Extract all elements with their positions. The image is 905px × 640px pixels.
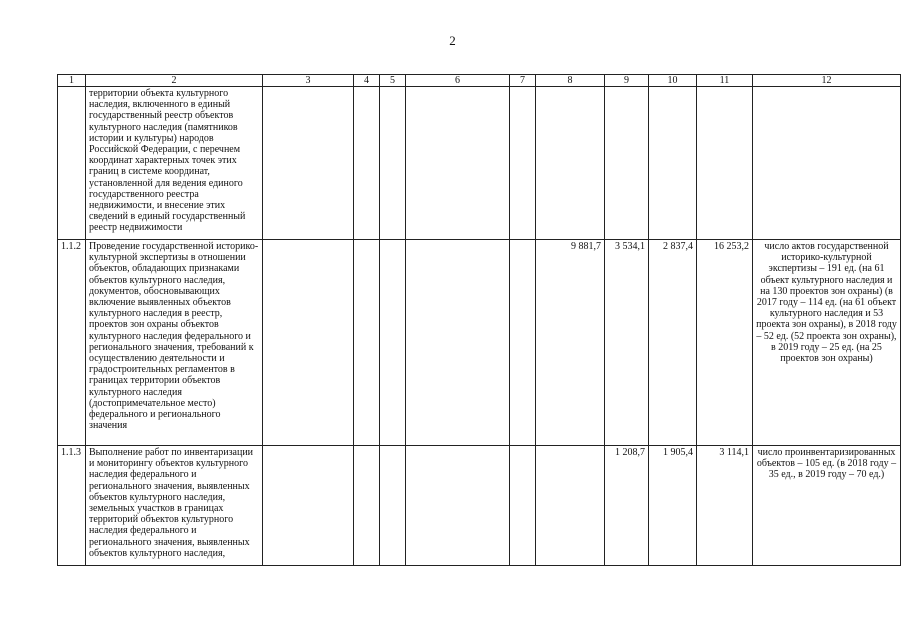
column-header: 10 (649, 75, 697, 87)
page-number: 2 (449, 33, 456, 48)
table-row (58, 240, 901, 446)
data-table (57, 74, 901, 566)
cell-col5 (380, 87, 406, 240)
cell-col7 (510, 240, 536, 446)
result-note: число проинвентаризированных объектов – 105 ед. (в 2018 году – 35 ед., в 2019 году – 70 ед.) (753, 446, 901, 566)
row-number: 1.1.3 (58, 446, 86, 566)
row-number: 1.1.2 (58, 240, 86, 446)
column-header: 7 (510, 75, 536, 87)
value-col11: 3 114,1 (697, 446, 753, 566)
column-header: 12 (753, 75, 901, 87)
column-header: 3 (263, 75, 354, 87)
column-header: 5 (380, 75, 406, 87)
cell-col4 (354, 87, 380, 240)
event-name: территории объекта культурного наследия, включенного в единый государственный реестр объектов культурного наследия (памятников истории и культуры) народов Российской Федерации, с перечнем координат характерных точек этих границ в системе координат, установленной для ведения единого государственного реестра недвижимости, и внесение этих сведений в единый государственный реестр недвижимости (86, 87, 263, 240)
table-row (58, 87, 901, 240)
column-header: 9 (605, 75, 649, 87)
value-col10 (649, 87, 697, 240)
column-header: 1 (58, 75, 86, 87)
result-note: число актов государственной историко-культурной экспертизы – 191 ед. (на 61 объект культурного наследия и на 130 проектов зон охраны) (в 2017 году – 114 ед. (на 61 объект культурного наследия и 53 проекта зон охраны), в 2018 году – 52 ед. (52 проекта зон охраны), в 2019 году – 25 ед. (на 25 проектов зон охраны) (753, 240, 901, 446)
column-header: 11 (697, 75, 753, 87)
cell-col3 (263, 446, 354, 566)
table-header-row (58, 75, 901, 87)
table-row (58, 446, 901, 566)
value-col10: 1 905,4 (649, 446, 697, 566)
cell-col6 (406, 240, 510, 446)
cell-col6 (406, 446, 510, 566)
event-name: Выполнение работ по инвентаризации и мониторингу объектов культурного наследия федерального и регионального значения, выявленных объектов культурного наследия, земельных участков в границах территорий объектов культурного наследия федерального и регионального значения, выявленных объектов культурного наследия, (86, 446, 263, 566)
cell-col7 (510, 87, 536, 240)
cell-col4 (354, 446, 380, 566)
cell-col6 (406, 87, 510, 240)
value-col10: 2 837,4 (649, 240, 697, 446)
row-number (58, 87, 86, 240)
cell-col3 (263, 87, 354, 240)
value-col11: 16 253,2 (697, 240, 753, 446)
value-col8: 9 881,7 (536, 240, 605, 446)
cell-col5 (380, 240, 406, 446)
column-header: 6 (406, 75, 510, 87)
value-col9 (605, 87, 649, 240)
value-col11 (697, 87, 753, 240)
column-header: 4 (354, 75, 380, 87)
cell-col4 (354, 240, 380, 446)
column-header: 2 (86, 75, 263, 87)
cell-col5 (380, 446, 406, 566)
column-header: 8 (536, 75, 605, 87)
value-col8 (536, 446, 605, 566)
result-note (753, 87, 901, 240)
value-col9: 1 208,7 (605, 446, 649, 566)
cell-col7 (510, 446, 536, 566)
value-col9: 3 534,1 (605, 240, 649, 446)
event-name: Проведение государственной историко-культурной экспертизы в отношении объектов, обладающих признаками объектов культурного наследия, документов, обосновывающих включение выявленных объектов культурного наследия в реестр, проектов зон охраны объектов культурного наследия федерального и регионального значения, требований к осуществлению деятельности и градостроительных регламентов в границах территории объектов культурного наследия (достопримечательное место) федерального и регионального значения (86, 240, 263, 446)
cell-col3 (263, 240, 354, 446)
value-col8 (536, 87, 605, 240)
